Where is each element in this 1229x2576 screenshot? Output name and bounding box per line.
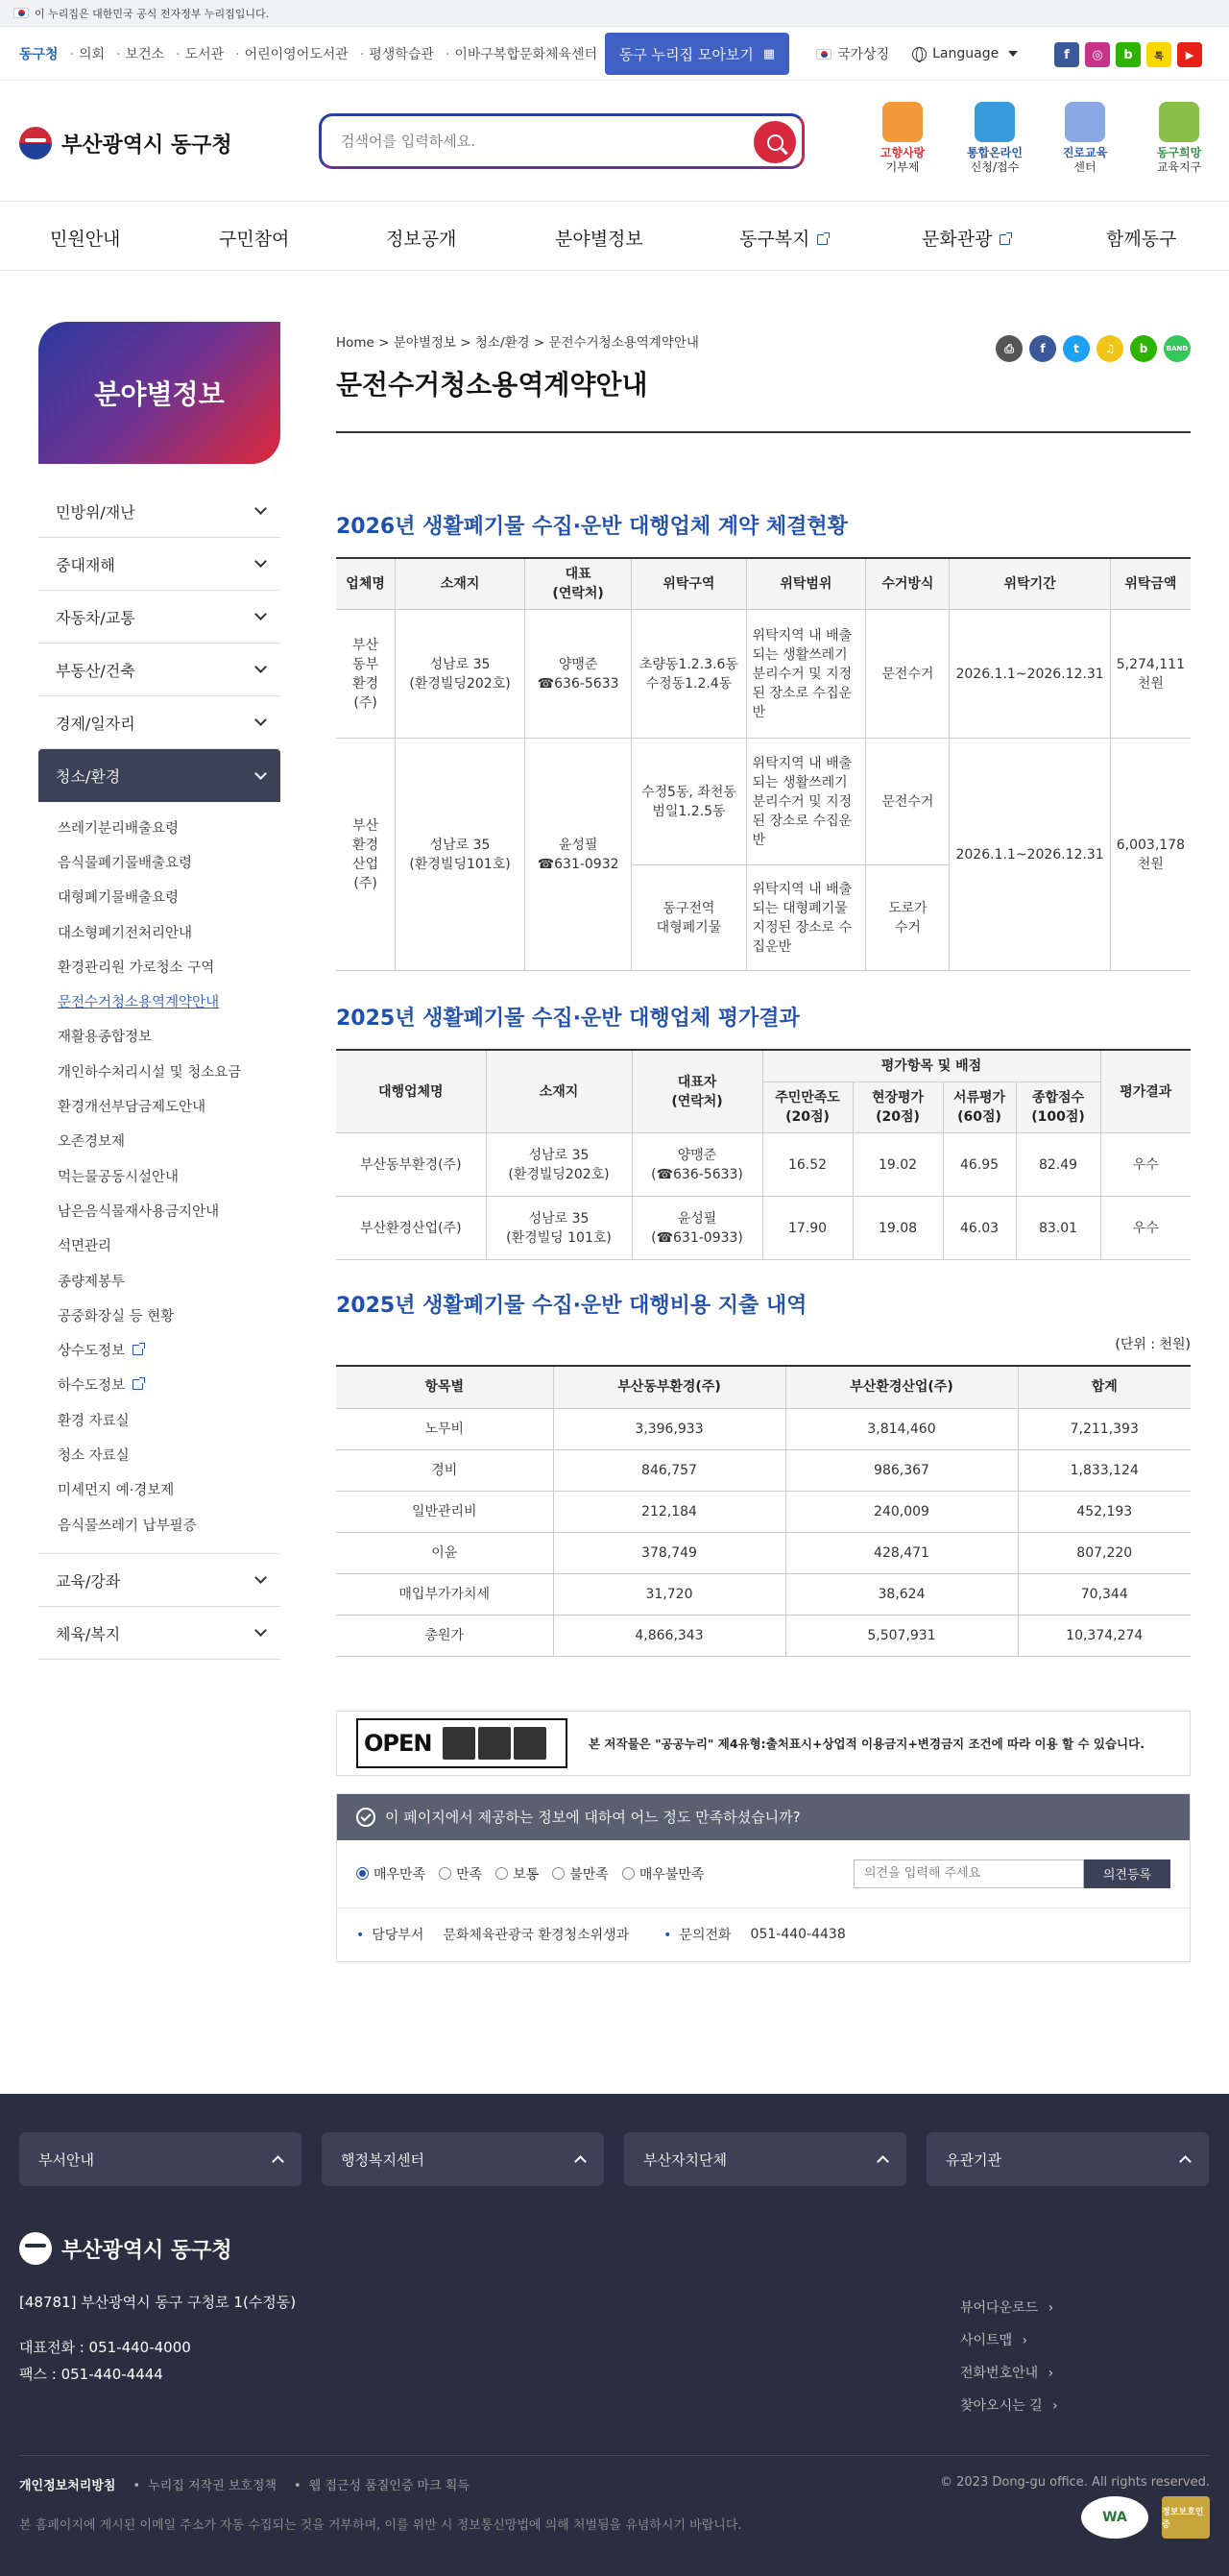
table-cell: 문전수거 bbox=[866, 739, 950, 865]
privacy-policy-link[interactable]: 개인정보처리방침 bbox=[19, 2479, 116, 2493]
radio-label: 매우만족 bbox=[374, 1866, 426, 1883]
site-link-learning[interactable]: · 평생학습관 bbox=[360, 44, 434, 63]
table-header: 수거방식 bbox=[866, 558, 950, 610]
table-header: 현장평가 (20점) bbox=[853, 1082, 943, 1133]
table-cell: 5,507,931 bbox=[785, 1615, 1018, 1656]
table-header-row bbox=[336, 558, 1191, 610]
table-header: 소재지 bbox=[396, 558, 525, 610]
table-cell: 82.49 bbox=[1016, 1133, 1100, 1197]
gnb-field-info[interactable]: 분야별정보 bbox=[555, 229, 643, 250]
certification-marks bbox=[1068, 2496, 1210, 2539]
table-cell: 부산 환경 산업 (주) bbox=[336, 739, 396, 971]
table-row bbox=[336, 610, 1191, 739]
table-header: 합계 bbox=[1018, 1366, 1191, 1408]
footer-tel: 대표전화 : 051-440-4000 bbox=[19, 2339, 191, 2356]
site-link-council[interactable]: · 의회 bbox=[70, 44, 106, 63]
chevron-down-icon bbox=[254, 1571, 267, 1584]
table-cell: 성남로 35 (환경빌딩 101호) bbox=[486, 1197, 632, 1260]
site-logo[interactable] bbox=[19, 127, 232, 159]
external-link-icon bbox=[133, 1345, 143, 1355]
table-header: 대행업체명 bbox=[336, 1050, 486, 1133]
search-input[interactable] bbox=[341, 133, 744, 150]
table-cell: 2026.1.1~2026.12.31 bbox=[950, 739, 1110, 971]
korea-flag-icon bbox=[816, 49, 831, 60]
radio-label: 불만족 bbox=[569, 1866, 609, 1883]
footer-address: [48781] 부산광역시 동구 구청로 1(수정동) bbox=[19, 2294, 297, 2311]
open-license-text: 본 저작물은 "공공누리" 제4유형:출처표시+상업적 이용금지+변경금지 조건에 따라 이용 할 수 있습니다. bbox=[589, 1736, 1145, 1751]
table-cell: 17.90 bbox=[762, 1197, 853, 1260]
gnb-culture[interactable] bbox=[922, 225, 1010, 251]
table-row bbox=[336, 1491, 1191, 1532]
table-cell: 19.02 bbox=[853, 1133, 943, 1197]
chevron-down-icon bbox=[254, 661, 267, 673]
page-title: 문전수거청소용역계약안내 bbox=[336, 364, 1191, 433]
table-cell: 일반관리비 bbox=[336, 1491, 553, 1532]
table-cell: 31,720 bbox=[553, 1573, 785, 1615]
table-row bbox=[336, 1197, 1191, 1260]
lnb-item-label: 경제/일자리 bbox=[56, 714, 135, 733]
footer-contacts bbox=[19, 2334, 191, 2388]
footer-dept-button[interactable] bbox=[19, 2132, 301, 2186]
kakaostory-share-icon[interactable]: ♫ bbox=[1096, 335, 1123, 362]
radio-label: 보통 bbox=[513, 1866, 540, 1883]
quick-sublabel-2: 신청/접수 bbox=[970, 160, 1020, 174]
external-link-icon bbox=[133, 1379, 143, 1390]
phone-value: 051-440-4438 bbox=[750, 1927, 846, 1942]
table-cell: 16.52 bbox=[762, 1133, 853, 1197]
facebook-icon[interactable]: f bbox=[1054, 42, 1079, 67]
survey-header bbox=[337, 1794, 1190, 1840]
table-cell: 부산환경산업(주) bbox=[336, 1197, 486, 1260]
lnb-item-civil-defense[interactable] bbox=[38, 485, 280, 538]
site-link-library[interactable]: · 도서관 bbox=[176, 44, 224, 63]
table-header: 위탁범위 bbox=[746, 558, 866, 610]
radio-neutral[interactable] bbox=[495, 1864, 539, 1883]
table-cell: 우수 bbox=[1100, 1197, 1191, 1260]
youtube-icon[interactable]: ▶ bbox=[1177, 42, 1202, 67]
gnb-culture-label: 문화관광 bbox=[922, 229, 993, 250]
chevron-up-icon bbox=[272, 2155, 284, 2168]
submenu-item[interactable]: 석면관리 bbox=[58, 1239, 112, 1255]
gather-sites-label: 동구 누리집 모아보기 bbox=[618, 45, 754, 63]
footer-button-label: 부산자치단체 bbox=[643, 2151, 727, 2169]
radio-label: 만족 bbox=[456, 1866, 483, 1883]
table-cell: 부산 동부 환경 (주) bbox=[336, 610, 396, 739]
language-select[interactable] bbox=[912, 46, 1018, 61]
submenu-item[interactable]: 대형폐기물배출요령 bbox=[58, 890, 180, 907]
table-cell: 70,344 bbox=[1018, 1573, 1191, 1615]
table-cell: 3,396,933 bbox=[553, 1408, 785, 1449]
table-header: 종합점수 (100점) bbox=[1016, 1082, 1100, 1133]
lnb-item-label: 부동산/건축 bbox=[56, 661, 135, 680]
lnb-submenu bbox=[38, 802, 280, 1554]
footer-button-label: 행정복지센터 bbox=[341, 2151, 424, 2169]
facebook-share-icon[interactable]: f bbox=[1029, 335, 1056, 362]
main-navigation bbox=[0, 202, 1229, 271]
accessibility-link[interactable]: • 웹 접근성 품질인증 마크 획득 bbox=[294, 2475, 470, 2493]
heart-hands-icon bbox=[882, 102, 923, 142]
main-content bbox=[336, 331, 1191, 1962]
national-symbol-link[interactable] bbox=[816, 44, 889, 63]
grid-icon: ▦ bbox=[762, 46, 776, 61]
table-cell: 성남로 35 (환경빌딩202호) bbox=[486, 1133, 632, 1197]
chevron-down-icon bbox=[254, 1624, 267, 1637]
open-license-box bbox=[336, 1711, 1191, 1776]
submenu-item[interactable]: 대소형폐기전처리안내 bbox=[58, 925, 193, 941]
table-cell: 807,220 bbox=[1018, 1532, 1191, 1573]
book-icon bbox=[1159, 102, 1199, 142]
survey-options bbox=[337, 1840, 1190, 1908]
external-link-icon bbox=[1000, 234, 1010, 245]
chevron-up-icon bbox=[574, 2155, 587, 2168]
radio-icon bbox=[622, 1867, 635, 1880]
table-cell: 윤성필 ☎631-0932 bbox=[524, 739, 631, 971]
footer-busan-gov-button[interactable] bbox=[624, 2132, 906, 2186]
lnb-item-label: 교육/강좌 bbox=[56, 1571, 121, 1591]
table-header: 평가결과 bbox=[1100, 1050, 1191, 1133]
table-cell: 378,749 bbox=[553, 1532, 785, 1573]
site-link-english-library[interactable]: · 어린이영어도서관 bbox=[235, 44, 349, 63]
security-cert-icon: 정보보호인증 bbox=[1162, 2496, 1210, 2539]
dept-label: • 담당부서 bbox=[356, 1925, 423, 1944]
blog-share-icon[interactable]: b bbox=[1130, 335, 1157, 362]
lnb-item-traffic[interactable] bbox=[38, 591, 280, 644]
radio-selected-icon bbox=[356, 1867, 369, 1880]
expenses-table bbox=[336, 1365, 1191, 1657]
submenu-item[interactable]: 미세먼지 예·경보제 bbox=[58, 1483, 175, 1499]
table-cell: 노무비 bbox=[336, 1408, 553, 1449]
quick-label-4: 동구희망 bbox=[1156, 146, 1202, 159]
table-cell: 이윤 bbox=[336, 1532, 553, 1573]
table-header: 위탁기간 bbox=[950, 558, 1110, 610]
footer-bottom bbox=[19, 2455, 1210, 2533]
check-circle-icon bbox=[356, 1808, 375, 1827]
radio-dissatisfied[interactable] bbox=[552, 1864, 609, 1883]
table-cell: 동구전역 대형폐기물 bbox=[632, 865, 746, 971]
footer-button-label: 유관기관 bbox=[946, 2151, 1001, 2169]
table-row bbox=[336, 1532, 1191, 1573]
table-cell: 846,757 bbox=[553, 1449, 785, 1491]
table-cell: 초량동1.2.3.6동 수정동1.2.4동 bbox=[632, 610, 746, 739]
submenu-item-water[interactable] bbox=[58, 1332, 280, 1367]
side-navigation bbox=[38, 322, 280, 1660]
chevron-down-icon bbox=[254, 608, 267, 620]
quick-link-online[interactable] bbox=[956, 102, 1033, 175]
site-link-health[interactable]: · 보건소 bbox=[116, 44, 164, 63]
footer-community-center-button[interactable] bbox=[322, 2132, 604, 2186]
caret-down-icon bbox=[1008, 51, 1018, 57]
logo-mark-icon bbox=[19, 127, 52, 159]
gov-banner-text: 이 누리집은 대한민국 공식 전자정부 누리집입니다. bbox=[35, 7, 270, 20]
submenu-item[interactable]: 오존경보제 bbox=[58, 1134, 126, 1151]
footer-link-sitemap[interactable]: 사이트맵 › bbox=[960, 2324, 1058, 2357]
table-cell: 도로가 수거 bbox=[866, 865, 950, 971]
logo-mark-icon bbox=[19, 2232, 52, 2265]
table-cell: 우수 bbox=[1100, 1133, 1191, 1197]
laptop-icon bbox=[975, 102, 1015, 142]
table-header: 부산동부환경(주) bbox=[553, 1366, 785, 1408]
lnb-item-label: 중대재해 bbox=[56, 555, 115, 574]
survey-question: 이 페이지에서 제공하는 정보에 대하여 어느 정도 만족하셨습니까? bbox=[385, 1809, 801, 1826]
copyright: © 2023 Dong-gu office. All rights reserved. bbox=[940, 2475, 1210, 2490]
contact-info bbox=[337, 1908, 1190, 1961]
lnb-item-serious-disaster[interactable] bbox=[38, 538, 280, 591]
opinion-submit-button[interactable]: 의견등록 bbox=[1084, 1859, 1170, 1888]
chevron-down-icon bbox=[254, 555, 267, 568]
top-utility-bar bbox=[0, 27, 1229, 81]
table-header: 항목별 bbox=[336, 1366, 553, 1408]
table-cell: 문전수거 bbox=[866, 610, 950, 739]
footer-fax: 팩스 : 051-440-4444 bbox=[19, 2366, 163, 2383]
chevron-down-icon bbox=[254, 502, 267, 515]
quick-sublabel-4: 교육지구 bbox=[1156, 160, 1202, 174]
table-cell: 6,003,178 천원 bbox=[1110, 739, 1191, 971]
table-cell: 4,866,343 bbox=[553, 1615, 785, 1656]
gnb-together[interactable]: 함께동구 bbox=[1106, 229, 1177, 250]
kakao-icon[interactable]: 톡 bbox=[1146, 42, 1171, 67]
table-cell: 윤성필 (☎631-0933) bbox=[632, 1197, 762, 1260]
quick-sublabel-1: 기부제 bbox=[885, 160, 920, 174]
table-cell: 46.03 bbox=[943, 1197, 1016, 1260]
satisfaction-survey bbox=[336, 1793, 1191, 1962]
search-box bbox=[319, 113, 805, 169]
search-icon bbox=[767, 134, 783, 151]
table-cell: 83.01 bbox=[1016, 1197, 1100, 1260]
quick-link-career[interactable] bbox=[1047, 102, 1123, 175]
search-button[interactable] bbox=[754, 121, 796, 163]
footer bbox=[0, 2094, 1229, 2576]
table-header: 서류평가 (60점) bbox=[943, 1082, 1016, 1133]
table-cell: 위탁지역 내 배출되는 대형폐기물 지정된 장소로 수집운반 bbox=[746, 865, 866, 971]
site-link-donggu[interactable]: 동구청 bbox=[19, 46, 59, 62]
table-cell: 수정5동, 좌천동 범일1.2.5동 bbox=[632, 739, 746, 865]
sns-links bbox=[1054, 42, 1208, 67]
table-header: 평가항목 및 배점 bbox=[762, 1050, 1100, 1082]
unit-label: (단위 : 천원) bbox=[1115, 1337, 1191, 1352]
header bbox=[0, 81, 1229, 202]
monitor-people-icon bbox=[1065, 102, 1105, 142]
footer-link-phonebook[interactable]: 전화번호안내 › bbox=[960, 2357, 1058, 2390]
table-header: 위탁금액 bbox=[1110, 558, 1191, 610]
radio-label: 매우불만족 bbox=[639, 1866, 705, 1883]
table-header: 대표자 (연락처) bbox=[632, 1050, 762, 1133]
table-cell: 212,184 bbox=[553, 1491, 785, 1532]
submenu-item[interactable]: 남은음식물재사용금지안내 bbox=[58, 1203, 220, 1220]
submenu-item[interactable]: 재활용종합정보 bbox=[58, 1030, 153, 1046]
section-title-contracts: 2026년 생활폐기물 수집·운반 대행업체 계약 체결현황 bbox=[336, 515, 848, 539]
submenu-item[interactable]: 음식물쓰레기 납부필증 bbox=[58, 1518, 197, 1534]
lnb-title: 분야별정보 bbox=[38, 322, 280, 464]
globe-icon bbox=[912, 47, 927, 61]
gnb-civil[interactable]: 민원안내 bbox=[50, 229, 121, 250]
table-cell: 986,367 bbox=[785, 1449, 1018, 1491]
lnb-item-education[interactable] bbox=[38, 1554, 280, 1607]
radio-icon bbox=[439, 1867, 451, 1880]
table-row bbox=[336, 1408, 1191, 1449]
table-cell: 46.95 bbox=[943, 1133, 1016, 1197]
external-link-icon bbox=[817, 234, 828, 245]
chevron-down-icon bbox=[254, 767, 267, 780]
section-title-expenses: 2025년 생활폐기물 수집·운반 대행비용 지출 내역 bbox=[336, 1294, 807, 1318]
table-header: 주민만족도 (20점) bbox=[762, 1082, 853, 1133]
gnb-welfare-label: 동구복지 bbox=[739, 229, 810, 250]
footer-logo bbox=[19, 2232, 232, 2265]
submenu-item[interactable]: 개인하수처리시설 및 청소요금 bbox=[58, 1064, 242, 1081]
table-cell: 양맹준 (☎636-5633) bbox=[632, 1133, 762, 1197]
lnb-item-environment[interactable] bbox=[38, 749, 280, 802]
table-cell: 2026.1.1~2026.12.31 bbox=[950, 610, 1110, 739]
table-cell: 성남로 35 (환경빌딩101호) bbox=[396, 739, 525, 971]
license-badges-icon bbox=[443, 1727, 549, 1760]
table-cell: 7,211,393 bbox=[1018, 1408, 1191, 1449]
lnb-item-economy[interactable] bbox=[38, 696, 280, 749]
kogl-logo bbox=[356, 1718, 567, 1768]
table-cell: 5,274,111 천원 bbox=[1110, 610, 1191, 739]
submenu-item[interactable]: 공중화장실 등 현황 bbox=[58, 1308, 175, 1324]
copyright-policy-link[interactable]: • 누리집 저작권 보호정책 bbox=[133, 2475, 277, 2493]
quick-link-hometown[interactable] bbox=[864, 102, 941, 175]
table-row bbox=[336, 1573, 1191, 1615]
footer-link-viewer[interactable]: 뷰어다운로드 › bbox=[960, 2292, 1058, 2324]
radio-icon bbox=[552, 1867, 565, 1880]
table-cell: 경비 bbox=[336, 1449, 553, 1491]
submenu-item-label: 하수도정보 bbox=[58, 1378, 126, 1395]
table-cell: 양맹준 ☎636-5633 bbox=[524, 610, 631, 739]
quick-sublabel-3: 센터 bbox=[1073, 160, 1096, 174]
submenu-item[interactable]: 환경 자료실 bbox=[58, 1413, 130, 1429]
gnb-participation[interactable]: 구민참여 bbox=[219, 229, 290, 250]
table-cell: 위탁지역 내 배출되는 생활쓰레기 분리수거 및 지정된 장소로 수집운반 bbox=[746, 610, 866, 739]
table-cell: 3,814,460 bbox=[785, 1408, 1018, 1449]
radio-very-dissatisfied[interactable] bbox=[622, 1864, 705, 1883]
submenu-item[interactable]: 음식물폐기물배출요령 bbox=[58, 855, 193, 871]
submenu-item-label: 상수도정보 bbox=[58, 1344, 126, 1360]
dept-value: 문화체육관광국 환경청소위생과 bbox=[443, 1928, 630, 1943]
footer-button-label: 부서안내 bbox=[38, 2151, 94, 2169]
submenu-item-sewer[interactable] bbox=[58, 1368, 280, 1402]
lnb-item-realestate[interactable] bbox=[38, 644, 280, 696]
language-label: Language bbox=[932, 46, 1000, 61]
opinion-form bbox=[854, 1859, 1170, 1888]
section-title-evaluation: 2025년 생활폐기물 수집·운반 대행업체 평가결과 bbox=[336, 1007, 800, 1031]
instagram-icon[interactable]: ◎ bbox=[1085, 42, 1110, 67]
table-cell: 부산동부환경(주) bbox=[336, 1133, 486, 1197]
footer-link-directions[interactable]: 찾아오시는 길 › bbox=[960, 2390, 1058, 2422]
table-header: 소재지 bbox=[486, 1050, 632, 1133]
table-cell: 428,471 bbox=[785, 1532, 1018, 1573]
table-row bbox=[336, 739, 1191, 865]
band-share-icon[interactable]: BAND bbox=[1164, 335, 1191, 362]
gather-sites-button[interactable] bbox=[605, 33, 789, 75]
footer-links bbox=[960, 2292, 1058, 2422]
logo-text: 부산광역시 동구청 bbox=[61, 133, 232, 158]
table-row bbox=[336, 1449, 1191, 1491]
radio-satisfied[interactable] bbox=[439, 1864, 482, 1883]
quick-label-1: 고향사랑 bbox=[880, 146, 926, 159]
table-cell: 240,009 bbox=[785, 1491, 1018, 1532]
kogl-logo-text: OPEN bbox=[364, 1729, 432, 1757]
submenu-item-current[interactable]: 문전수거청소용역계약안내 bbox=[58, 995, 220, 1011]
table-header-row bbox=[336, 1050, 1191, 1082]
chevron-down-icon bbox=[254, 714, 267, 726]
quick-label-3: 진로교육 bbox=[1062, 146, 1108, 159]
submenu-item[interactable]: 환경관리원 가로청소 구역 bbox=[58, 960, 215, 976]
chevron-up-icon bbox=[1179, 2155, 1192, 2168]
contracts-table bbox=[336, 557, 1191, 971]
site-links bbox=[19, 44, 609, 63]
gnb-welfare[interactable] bbox=[739, 225, 828, 251]
gov-banner bbox=[0, 0, 1229, 27]
table-cell: 위탁지역 내 배출되는 생활쓰레기 분리수거 및 지정된 장소로 수집운반 bbox=[746, 739, 866, 865]
quick-label-2: 통합온라인 bbox=[967, 146, 1023, 159]
table-cell: 성남로 35 (환경빌딩202호) bbox=[396, 610, 525, 739]
table-row bbox=[336, 1615, 1191, 1656]
breadcrumb: Home > 분야별정보 > 청소/환경 > 문전수거청소용역계약안내 bbox=[336, 335, 699, 351]
table-cell: 38,624 bbox=[785, 1573, 1018, 1615]
korea-flag-icon bbox=[13, 8, 29, 18]
gnb-disclosure[interactable]: 정보공개 bbox=[386, 229, 457, 250]
chevron-up-icon bbox=[877, 2155, 889, 2168]
table-header-row bbox=[336, 1366, 1191, 1408]
opinion-input[interactable] bbox=[854, 1859, 1084, 1888]
table-cell: 452,193 bbox=[1018, 1491, 1191, 1532]
radio-icon bbox=[495, 1867, 508, 1880]
lnb-item-sports[interactable] bbox=[38, 1607, 280, 1660]
email-notice: 본 홈페이지에 게시된 이메일 주소가 자동 수집되는 것을 거부하며, 이를 위반 시 정보통신망법에 의해 처벌됨을 유념하시기 바랍니다. bbox=[19, 2518, 742, 2533]
footer-logo-text: 부산광역시 동구청 bbox=[61, 2238, 232, 2263]
wa-cert-icon: WA bbox=[1081, 2496, 1148, 2539]
lnb-item-label: 청소/환경 bbox=[56, 767, 121, 786]
submenu-item[interactable]: 환경개선부담금제도안내 bbox=[58, 1100, 206, 1116]
national-symbol-label: 국가상징 bbox=[837, 47, 890, 62]
evaluation-table bbox=[336, 1049, 1191, 1260]
table-header: 위탁구역 bbox=[632, 558, 746, 610]
table-cell: 19.08 bbox=[853, 1197, 943, 1260]
submenu-item[interactable]: 종량제봉투 bbox=[58, 1274, 126, 1290]
table-row bbox=[336, 1133, 1191, 1197]
lnb-item-label: 자동차/교통 bbox=[56, 608, 135, 627]
blog-icon[interactable]: b bbox=[1116, 42, 1141, 67]
submenu-item[interactable]: 청소 자료실 bbox=[58, 1447, 130, 1464]
submenu-item[interactable]: 쓰레기분리배출요령 bbox=[58, 820, 180, 837]
print-icon[interactable]: ⎙ bbox=[996, 335, 1023, 362]
quick-link-education[interactable] bbox=[1141, 102, 1217, 175]
top-right-links bbox=[816, 27, 1041, 81]
table-header: 업체명 bbox=[336, 558, 396, 610]
share-buttons bbox=[989, 335, 1191, 362]
radio-very-satisfied[interactable] bbox=[356, 1864, 425, 1883]
phone-label: • 문의전화 bbox=[663, 1925, 731, 1944]
table-cell: 총원가 bbox=[336, 1615, 553, 1656]
lnb-item-label: 민방위/재난 bbox=[56, 502, 135, 522]
table-cell: 매입부가가치세 bbox=[336, 1573, 553, 1615]
table-header: 부산환경산업(주) bbox=[785, 1366, 1018, 1408]
table-cell: 1,833,124 bbox=[1018, 1449, 1191, 1491]
lnb-item-label: 체육/복지 bbox=[56, 1624, 121, 1643]
twitter-share-icon[interactable]: t bbox=[1063, 335, 1090, 362]
footer-related-orgs-button[interactable] bbox=[927, 2132, 1209, 2186]
table-header: 대표 (연락처) bbox=[524, 558, 631, 610]
submenu-item[interactable]: 먹는물공동시설안내 bbox=[58, 1169, 180, 1185]
table-cell: 10,374,274 bbox=[1018, 1615, 1191, 1656]
site-link-sports[interactable]: · 이바구복합문화체육센터 bbox=[446, 44, 597, 63]
